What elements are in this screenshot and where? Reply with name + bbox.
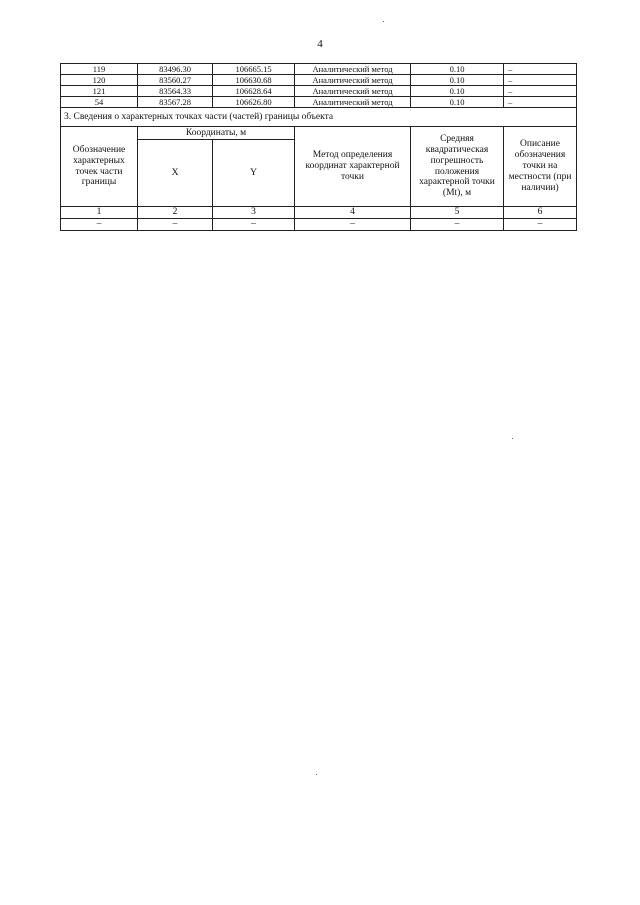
table-row [61, 86, 577, 97]
accuracy-cell: 0.10 [411, 75, 504, 86]
boundary-part-points-table [60, 107, 577, 231]
method-cell: Аналитический метод [295, 86, 411, 97]
section-title: 3. Сведения о характерных точках части (частей) границы объекта [61, 108, 577, 127]
header-x: X [138, 140, 213, 207]
point-cell: 120 [61, 75, 138, 86]
y-cell: 106626.80 [213, 97, 295, 108]
x-cell: 83564.33 [138, 86, 213, 97]
empty-cell: – [504, 219, 577, 231]
description-cell: – [504, 64, 577, 75]
column-number: 2 [138, 207, 213, 219]
table-row [61, 219, 577, 231]
page-number: 4 [317, 38, 323, 50]
description-cell: – [504, 75, 577, 86]
header-accuracy: Средняя квадратическая погрешность положения характерной точки (Mt), м [411, 127, 504, 207]
column-numbers-row [61, 207, 577, 219]
header-description: Описание обозначения точки на местности (при наличии) [504, 127, 577, 207]
empty-cell: – [61, 219, 138, 231]
method-cell: Аналитический метод [295, 64, 411, 75]
description-cell: – [504, 97, 577, 108]
scan-speck [383, 21, 384, 22]
empty-cell: – [295, 219, 411, 231]
empty-cell: – [138, 219, 213, 231]
y-cell: 106630.68 [213, 75, 295, 86]
column-number: 6 [504, 207, 577, 219]
column-number: 5 [411, 207, 504, 219]
description-cell: – [504, 86, 577, 97]
empty-cell: – [213, 219, 295, 231]
header-method: Метод определения координат характерной точки [295, 127, 411, 207]
x-cell: 83496.30 [138, 64, 213, 75]
accuracy-cell: 0.10 [411, 97, 504, 108]
column-number: 4 [295, 207, 411, 219]
coordinates-table-continued [60, 63, 577, 108]
method-cell: Аналитический метод [295, 97, 411, 108]
empty-cell: – [411, 219, 504, 231]
table-row [61, 64, 577, 75]
header-y: Y [213, 140, 295, 207]
accuracy-cell: 0.10 [411, 64, 504, 75]
method-cell: Аналитический метод [295, 75, 411, 86]
x-cell: 83567.28 [138, 97, 213, 108]
column-number: 1 [61, 207, 138, 219]
table-row [61, 75, 577, 86]
column-number: 3 [213, 207, 295, 219]
point-cell: 54 [61, 97, 138, 108]
header-point-designation: Обозначение характерных точек части границы [61, 127, 138, 207]
table-row [61, 97, 577, 108]
point-cell: 119 [61, 64, 138, 75]
scan-speck [512, 438, 513, 439]
header-coordinates: Координаты, м [138, 127, 295, 140]
accuracy-cell: 0.10 [411, 86, 504, 97]
point-cell: 121 [61, 86, 138, 97]
y-cell: 106628.64 [213, 86, 295, 97]
x-cell: 83560.27 [138, 75, 213, 86]
scan-speck [316, 774, 317, 775]
y-cell: 106665.15 [213, 64, 295, 75]
